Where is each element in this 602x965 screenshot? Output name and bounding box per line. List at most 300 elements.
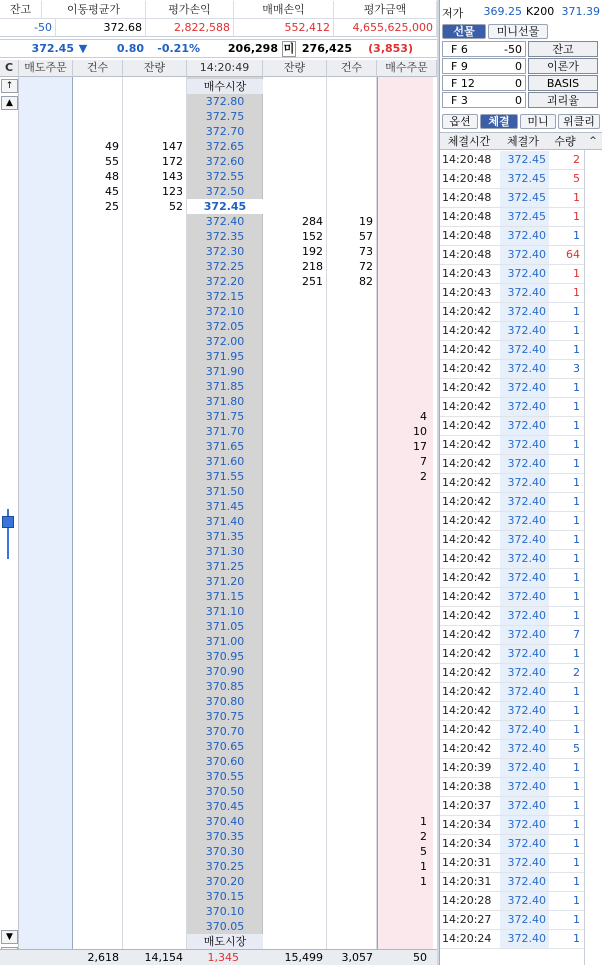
trade-price: 372.40 (507, 381, 546, 394)
price-cell[interactable]: 372.40 (205, 215, 245, 228)
trade-row (440, 417, 602, 436)
trade-time: 14:20:42 (442, 400, 492, 413)
ladder-row (19, 214, 437, 229)
ladder-row (19, 559, 437, 574)
ladder-row (19, 739, 437, 754)
fkey-button[interactable]: 잔고 (528, 41, 598, 57)
subtab-weekly[interactable]: 위클리 (558, 114, 600, 129)
scroll-up-button[interactable]: ↑ (1, 79, 18, 93)
buy-remain-cell: 192 (302, 245, 323, 258)
trade-time: 14:20:38 (442, 780, 492, 793)
trade-price: 372.40 (507, 362, 546, 375)
trade-row (440, 550, 602, 569)
trade-row (440, 398, 602, 417)
price-cell[interactable]: 370.25 (205, 860, 245, 873)
trade-time: 14:20:42 (442, 533, 492, 546)
position-summary (0, 0, 437, 37)
trade-price: 372.40 (507, 628, 546, 641)
header-buy-order: 매수주문 (377, 60, 437, 77)
trade-time: 14:20:27 (442, 913, 492, 926)
trade-time: 14:20:28 (442, 894, 492, 907)
trade-row (440, 265, 602, 284)
price-cell[interactable]: 371.00 (205, 635, 245, 648)
buy-order-cell[interactable]: 1 (420, 815, 427, 828)
sell-count-cell: 55 (105, 155, 119, 168)
trade-time: 14:20:34 (442, 818, 492, 831)
trade-price: 372.40 (507, 875, 546, 888)
header-buy-remain: 잔량 (263, 60, 327, 77)
trade-time: 14:20:43 (442, 267, 492, 280)
trade-time: 14:20:48 (442, 229, 492, 242)
trade-qty: 1 (573, 191, 580, 204)
trade-time: 14:20:42 (442, 609, 492, 622)
trade-qty: 1 (573, 476, 580, 489)
trade-time: 14:20:42 (442, 495, 492, 508)
price-cell[interactable]: 371.15 (205, 590, 245, 603)
ladder-header (0, 60, 437, 77)
sell-count-cell: 45 (105, 185, 119, 198)
trade-qty: 1 (573, 419, 580, 432)
market-sell-cell[interactable]: 매도시장 (187, 934, 263, 949)
trade-row (440, 645, 602, 664)
buy-count-cell: 57 (359, 230, 373, 243)
trade-qty: 5 (573, 742, 580, 755)
fkey-field[interactable] (442, 41, 526, 57)
price-cell[interactable]: 370.15 (205, 890, 245, 903)
price-cell[interactable]: 372.00 (205, 335, 245, 348)
price-cell[interactable]: 372.05 (205, 320, 245, 333)
tab-futures[interactable]: 선물 (442, 24, 486, 39)
trade-price: 372.40 (507, 647, 546, 660)
buy-remain-cell: 218 (302, 260, 323, 273)
scroll-thumb[interactable] (2, 516, 14, 528)
trade-qty: 7 (573, 628, 580, 641)
summary-eval-pnl: 2,822,588 (146, 19, 234, 37)
trade-price: 372.40 (507, 761, 546, 774)
trade-time: 14:20:37 (442, 799, 492, 812)
price-cell[interactable]: 370.05 (205, 920, 245, 933)
fkey-label: F 12 (451, 77, 475, 90)
trade-time: 14:20:42 (442, 362, 492, 375)
ladder-row (19, 574, 437, 589)
price-cell[interactable]: 370.95 (205, 650, 245, 663)
price-cell[interactable]: 370.80 (205, 695, 245, 708)
buy-order-cell[interactable]: 1 (420, 860, 427, 873)
ladder-row (19, 694, 437, 709)
header-sell-order: 매도주문 (19, 60, 73, 77)
trade-qty: 1 (573, 780, 580, 793)
price-cell[interactable]: 372.80 (205, 95, 245, 108)
price-cell[interactable]: 372.20 (205, 275, 245, 288)
trade-header-qty: 수량 (554, 135, 576, 148)
ladder-row (19, 784, 437, 799)
trade-row (440, 170, 602, 189)
buy-count-cell: 72 (359, 260, 373, 273)
subtab-mini[interactable]: 미니 (520, 114, 556, 129)
price-cell[interactable]: 371.80 (205, 395, 245, 408)
price-cell[interactable]: 371.45 (205, 500, 245, 513)
trade-price: 372.40 (507, 229, 546, 242)
ladder-row (19, 769, 437, 784)
volume-2: 276,425 (301, 42, 352, 55)
trade-row (440, 873, 602, 892)
fkey-field[interactable] (442, 58, 526, 74)
trade-row (440, 227, 602, 246)
ladder-row (19, 349, 437, 364)
ladder-row (19, 334, 437, 349)
corner-button[interactable]: C (0, 60, 19, 77)
ladder-row (19, 529, 437, 544)
ladder-row (19, 709, 437, 724)
buy-order-cell[interactable]: 10 (413, 425, 427, 438)
price-cell[interactable]: 372.65 (205, 140, 245, 153)
ladder-row (19, 754, 437, 769)
fkey-button[interactable]: 괴리율 (528, 92, 598, 108)
price-cell[interactable]: 372.60 (205, 155, 245, 168)
price-cell[interactable]: 370.30 (205, 845, 245, 858)
ladder-row (19, 799, 437, 814)
trade-row (440, 512, 602, 531)
ladder-row (19, 919, 437, 934)
price-cell[interactable]: 371.40 (205, 515, 245, 528)
fkey-button[interactable]: 이론가 (528, 58, 598, 74)
sell-remain-cell: 172 (162, 155, 183, 168)
ladder-row (19, 424, 437, 439)
total-diff: 1,345 (207, 951, 239, 964)
buy-order-cell[interactable]: 4 (420, 410, 427, 423)
trade-qty: 1 (573, 286, 580, 299)
summary-header (0, 1, 437, 19)
ladder-totals (0, 949, 437, 965)
trade-price: 372.40 (507, 267, 546, 280)
price-cell[interactable]: 371.95 (205, 350, 245, 363)
ladder-row (19, 724, 437, 739)
trade-time: 14:20:48 (442, 191, 492, 204)
price-cell[interactable]: 371.05 (205, 620, 245, 633)
trade-price: 372.40 (507, 704, 546, 717)
price-cell[interactable]: 370.65 (205, 740, 245, 753)
ladder-row (19, 364, 437, 379)
price-cell[interactable]: 371.70 (205, 425, 245, 438)
trade-time: 14:20:42 (442, 324, 492, 337)
trade-row (440, 455, 602, 474)
ladder-row (19, 154, 437, 169)
trade-price: 372.40 (507, 590, 546, 603)
header-sell-remain: 잔량 (123, 60, 187, 77)
ladder-row (19, 244, 437, 259)
price-cell[interactable]: 370.90 (205, 665, 245, 678)
trade-qty: 2 (573, 153, 580, 166)
ladder-row (19, 169, 437, 184)
trade-price: 372.40 (507, 818, 546, 831)
scroll-down-page-button[interactable]: ▼ (1, 930, 18, 944)
header-sell-count: 건수 (73, 60, 123, 77)
price-row (0, 39, 437, 58)
trade-qty: 1 (573, 457, 580, 470)
price-cell[interactable]: 371.50 (205, 485, 245, 498)
trade-qty: 1 (573, 875, 580, 888)
price-cell[interactable]: 371.75 (205, 410, 245, 423)
ladder-row (19, 649, 437, 664)
trade-time: 14:20:43 (442, 286, 492, 299)
trade-row (440, 702, 602, 721)
fkey-label: F 6 (451, 43, 468, 56)
ladder-row (19, 454, 437, 469)
trade-qty: 1 (573, 723, 580, 736)
header-time: 14:20:49 (187, 60, 263, 77)
trade-price: 372.45 (507, 210, 546, 223)
trade-price: 372.40 (507, 856, 546, 869)
price-cell[interactable]: 370.40 (205, 815, 245, 828)
trade-price: 372.45 (507, 191, 546, 204)
ladder-row (19, 409, 437, 424)
price-cell[interactable]: 372.45 (187, 199, 263, 214)
summary-values (0, 19, 437, 37)
trade-time: 14:20:39 (442, 761, 492, 774)
fkey-label: F 3 (451, 94, 468, 107)
trade-row (440, 493, 602, 512)
trade-qty: 64 (566, 248, 580, 261)
trade-row (440, 360, 602, 379)
buy-order-cell[interactable]: 1 (420, 875, 427, 888)
price-cell[interactable]: 372.15 (205, 290, 245, 303)
price-cell[interactable]: 370.70 (205, 725, 245, 738)
fkey-field[interactable] (442, 92, 526, 108)
price-cell[interactable]: 372.75 (205, 110, 245, 123)
trade-row (440, 436, 602, 455)
trade-row (440, 683, 602, 702)
low-value: 369.25 (483, 5, 522, 18)
trade-row (440, 189, 602, 208)
buy-remain-cell: 251 (302, 275, 323, 288)
ladder-row (19, 394, 437, 409)
trade-price: 372.40 (507, 400, 546, 413)
price-cell[interactable]: 371.20 (205, 575, 245, 588)
price-cell[interactable]: 370.45 (205, 800, 245, 813)
price-cell[interactable]: 370.20 (205, 875, 245, 888)
ladder-row (19, 184, 437, 199)
sell-remain-cell: 143 (162, 170, 183, 183)
trade-qty: 1 (573, 571, 580, 584)
price-cell[interactable]: 372.10 (205, 305, 245, 318)
trade-qty: 3 (573, 362, 580, 375)
buy-remain-cell: 284 (302, 215, 323, 228)
price-cell[interactable]: 370.10 (205, 905, 245, 918)
subtab-trades[interactable]: 체결 (480, 114, 518, 129)
fkey-value: -50 (504, 43, 522, 56)
summary-avg-price: 372.68 (56, 19, 146, 37)
trade-price: 372.40 (507, 324, 546, 337)
trade-qty: 1 (573, 704, 580, 717)
unit-badge: 미 (283, 42, 295, 55)
buy-order-cell[interactable]: 7 (420, 455, 427, 468)
trade-time: 14:20:42 (442, 590, 492, 603)
price-cell[interactable]: 371.25 (205, 560, 245, 573)
trade-price: 372.40 (507, 286, 546, 299)
ladder-row (19, 814, 437, 829)
fkey-label: F 9 (451, 60, 468, 73)
ladder-row (19, 289, 437, 304)
subtab-options[interactable]: 옵션 (442, 114, 478, 129)
trade-time: 14:20:42 (442, 742, 492, 755)
trade-row (440, 531, 602, 550)
summary-header-eval-amount: 평가금액 (334, 1, 437, 19)
price-cell[interactable]: 372.35 (205, 230, 245, 243)
trade-row (440, 284, 602, 303)
summary-header-avg-price: 이동평균가 (42, 1, 146, 19)
price-cell[interactable]: 371.35 (205, 530, 245, 543)
fkey-button[interactable]: BASIS (528, 75, 598, 91)
trade-qty: 1 (573, 400, 580, 413)
trade-qty: 1 (573, 856, 580, 869)
trade-row (440, 854, 602, 873)
price-cell[interactable]: 372.70 (205, 125, 245, 138)
price-change: 0.80 (116, 42, 144, 55)
trade-row (440, 797, 602, 816)
trade-time: 14:20:31 (442, 875, 492, 888)
price-cell[interactable]: 371.60 (205, 455, 245, 468)
trade-time: 14:20:42 (442, 305, 492, 318)
volume-diff: (3,853) (368, 42, 413, 55)
trade-row (440, 835, 602, 854)
trade-time: 14:20:42 (442, 419, 492, 432)
ladder-row (19, 319, 437, 334)
price-cell[interactable]: 372.25 (205, 260, 245, 273)
trade-scroll-up-icon[interactable]: ^ (589, 136, 597, 146)
scroll-up-page-button[interactable]: ▲ (1, 96, 18, 110)
ladder-row (19, 499, 437, 514)
trade-price: 372.40 (507, 913, 546, 926)
ladder-row (19, 199, 437, 214)
price-cell[interactable]: 370.85 (205, 680, 245, 693)
trade-time: 14:20:42 (442, 647, 492, 660)
ladder-row (19, 229, 437, 244)
trade-time: 14:20:42 (442, 685, 492, 698)
price-cell[interactable]: 371.30 (205, 545, 245, 558)
ladder-row (19, 544, 437, 559)
price-change-pct: -0.21% (157, 42, 200, 55)
trade-price: 372.40 (507, 305, 546, 318)
trade-row (440, 626, 602, 645)
ladder-row (19, 304, 437, 319)
price-cell[interactable]: 372.30 (205, 245, 245, 258)
tab-mini-futures[interactable]: 미니선물 (488, 24, 548, 39)
price-cell[interactable]: 371.10 (205, 605, 245, 618)
trade-price: 372.40 (507, 742, 546, 755)
trade-qty: 1 (573, 324, 580, 337)
trade-time: 14:20:42 (442, 628, 492, 641)
price-cell[interactable]: 370.35 (205, 830, 245, 843)
ladder-row (19, 439, 437, 454)
price-cell[interactable]: 370.55 (205, 770, 245, 783)
ladder-row (19, 634, 437, 649)
sell-count-cell: 49 (105, 140, 119, 153)
trade-time: 14:20:42 (442, 552, 492, 565)
trade-row (440, 151, 602, 170)
price-cell[interactable]: 371.65 (205, 440, 245, 453)
sell-count-cell: 25 (105, 200, 119, 213)
trade-qty: 1 (573, 552, 580, 565)
ladder-row (19, 844, 437, 859)
price-cell[interactable]: 370.60 (205, 755, 245, 768)
ladder-row (19, 829, 437, 844)
trade-price: 372.40 (507, 476, 546, 489)
trade-header-time: 체결시간 (447, 135, 491, 148)
price-cell[interactable]: 370.50 (205, 785, 245, 798)
market-buy-cell[interactable]: 매수시장 (187, 79, 263, 94)
trade-row (440, 892, 602, 911)
ladder-row (19, 589, 437, 604)
buy-order-cell[interactable]: 2 (420, 470, 427, 483)
trade-qty: 1 (573, 305, 580, 318)
trade-time: 14:20:24 (442, 932, 492, 945)
sell-remain-cell: 123 (162, 185, 183, 198)
trade-row (440, 246, 602, 265)
trade-price: 372.40 (507, 419, 546, 432)
price-cell[interactable]: 371.85 (205, 380, 245, 393)
ladder-row (19, 484, 437, 499)
ladder-row (19, 274, 437, 289)
trade-qty: 1 (573, 818, 580, 831)
k200-value: 371.39 (561, 5, 600, 18)
trade-row (440, 303, 602, 322)
trade-qty: 1 (573, 267, 580, 280)
buy-order-cell[interactable]: 17 (413, 440, 427, 453)
total-sell-count: 2,618 (87, 951, 119, 964)
trade-row (440, 341, 602, 360)
trade-qty: 1 (573, 590, 580, 603)
summary-header-balance: 잔고 (0, 1, 42, 19)
price-cell[interactable]: 372.55 (205, 170, 245, 183)
trade-qty: 1 (573, 343, 580, 356)
trade-time: 14:20:42 (442, 343, 492, 356)
volume-1: 206,298 (227, 42, 278, 55)
ladder-row (19, 379, 437, 394)
trade-price: 372.40 (507, 780, 546, 793)
price-cell[interactable]: 371.90 (205, 365, 245, 378)
fkey-value: 0 (515, 77, 522, 90)
buy-order-cell[interactable]: 5 (420, 845, 427, 858)
trade-qty: 1 (573, 514, 580, 527)
trade-row (440, 474, 602, 493)
trade-time: 14:20:42 (442, 476, 492, 489)
ladder-scrollbar[interactable] (0, 77, 19, 965)
trade-qty: 1 (573, 229, 580, 242)
trade-time: 14:20:48 (442, 172, 492, 185)
trade-price: 372.40 (507, 894, 546, 907)
ladder-row (19, 679, 437, 694)
trade-time: 14:20:42 (442, 438, 492, 451)
sell-count-cell: 48 (105, 170, 119, 183)
ladder-row (19, 619, 437, 634)
trade-price: 372.40 (507, 533, 546, 546)
trade-list-scrollbar[interactable] (584, 150, 602, 965)
buy-order-cell[interactable]: 2 (420, 830, 427, 843)
price-cell[interactable]: 372.50 (205, 185, 245, 198)
price-cell[interactable]: 371.55 (205, 470, 245, 483)
trade-time: 14:20:42 (442, 723, 492, 736)
trade-row (440, 322, 602, 341)
ladder-row (19, 139, 437, 154)
fkey-value: 0 (515, 94, 522, 107)
trade-time: 14:20:42 (442, 457, 492, 470)
trade-price: 372.40 (507, 609, 546, 622)
trade-price: 372.40 (507, 571, 546, 584)
fkey-field[interactable] (442, 75, 526, 91)
price-cell[interactable]: 370.75 (205, 710, 245, 723)
trade-qty: 1 (573, 685, 580, 698)
trade-time: 14:20:42 (442, 666, 492, 679)
